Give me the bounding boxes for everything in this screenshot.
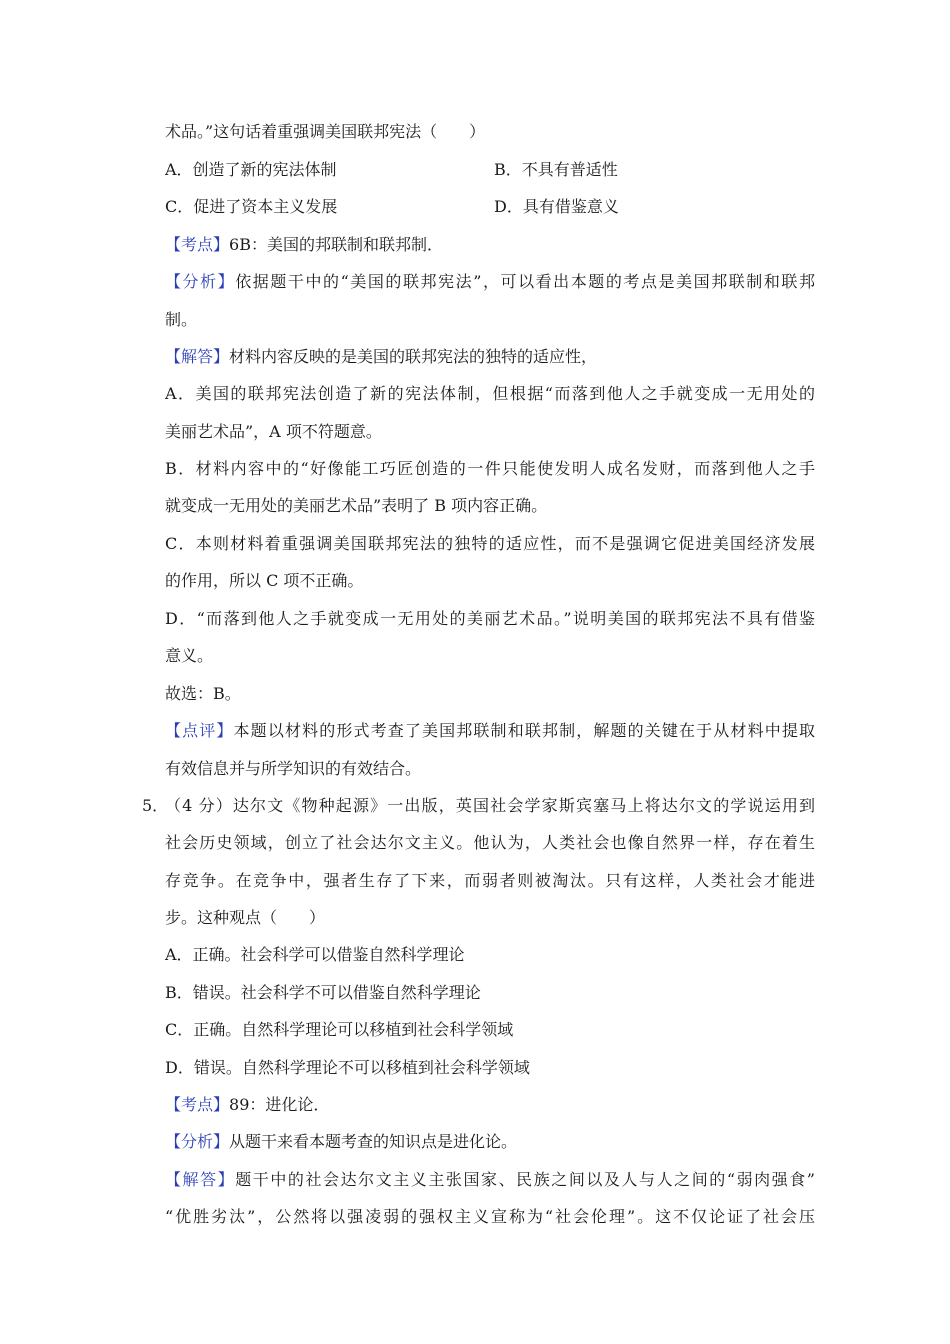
q4-jieda-d-line-2: 意义。 — [165, 646, 214, 665]
q4-jieda-c-line-1: C．本则材料着重强调美国联邦宪法的独特的适应性，而不是强调它促进美国经济发展 — [165, 534, 815, 553]
q4-option-a: A．创造了新的宪法体制 — [165, 160, 337, 179]
q4-jieda-b-line-1: B．材料内容中的“好像能工巧匠创造的一件只能使发明人成名发财，而落到他人之手 — [165, 459, 815, 478]
q4-jieda-a-line-1: A．美国的联邦宪法创造了新的宪法体制，但根据“而落到他人之手就变成一无用处的 — [165, 384, 815, 403]
q5-option-b: B．错误。社会科学不可以借鉴自然科学理论 — [165, 983, 481, 1002]
kaodian-tag: 【考点】 — [165, 1095, 230, 1114]
q4-fenxi-line-2: 制。 — [165, 310, 198, 329]
q4-jieda-c-line-2: 的作用，所以 C 项不正确。 — [165, 571, 364, 590]
q4-dianping-line-1 — [165, 721, 815, 741]
q4-stem-tail: 术品。”这句话着重强调美国联邦宪法（ ） — [165, 122, 486, 141]
q5-kaodian — [165, 1095, 815, 1115]
q5-stem-line-3: 存竞争。在竞争中，强者生存了下来，而弱者则被淘汰。只有这样，人类社会才能进 — [165, 871, 815, 890]
q5-option-d: D．错误。自然科学理论不可以移植到社会科学领域 — [165, 1058, 530, 1077]
jieda-tag: 【解答】 — [165, 1170, 236, 1189]
fenxi-text: 依据题干中的“美国的联邦宪法”，可以看出本题的考点是美国邦联制和联邦 — [235, 272, 815, 291]
q5-number: 5． — [142, 796, 169, 815]
q5-stem-line-2: 社会历史领域，创立了社会达尔文主义。他认为，人类社会也像自然界一样，存在着生 — [165, 833, 815, 852]
kaodian-tag: 【考点】 — [165, 235, 230, 254]
q4-dianping-line-2: 有效信息并与所学知识的有效结合。 — [165, 759, 422, 778]
q4-jieda-b-line-2: 就变成一无用处的美丽艺术品”表明了 B 项内容正确。 — [165, 496, 548, 515]
dianping-text: 本题以材料的形式考查了美国邦联制和联邦制，解题的关键在于从材料中提取 — [233, 721, 815, 740]
jieda-tag: 【解答】 — [165, 347, 230, 366]
q5-stem-text: （4 分）达尔文《物种起源》一出版，英国社会学家斯宾塞马上将达尔文的学说运用到 — [165, 796, 815, 815]
q4-options-row-1 — [165, 160, 815, 180]
q4-option-c: C．促进了资本主义发展 — [165, 197, 338, 216]
fenxi-text: 从题干来看本题考查的知识点是进化论。 — [229, 1132, 518, 1151]
q4-option-b: B．不具有普适性 — [494, 160, 618, 179]
q4-option-d: D．具有借鉴意义 — [494, 197, 619, 216]
q4-fenxi-line-1 — [165, 272, 815, 292]
q4-answer: 故选：B。 — [165, 684, 241, 703]
kaodian-text: 6B：美国的邦联制和联邦制． — [229, 235, 443, 254]
q5-stem-line-1 — [142, 796, 815, 816]
q4-options-row-2 — [165, 197, 815, 217]
q4-jieda-a-line-2: 美丽艺术品”，A 项不符题意。 — [165, 422, 382, 441]
q5-jieda-line-1 — [165, 1170, 815, 1190]
q5-option-a: A．正确。社会科学可以借鉴自然科学理论 — [165, 945, 465, 964]
jieda-text: 材料内容反映的是美国的联邦宪法的独特的适应性， — [229, 347, 598, 366]
q5-jieda-line-2: “优胜劣汰”，公然将以强凌弱的强权主义宣称为“社会伦理”。这不仅论证了社会压 — [165, 1207, 815, 1226]
kaodian-text: 89：进化论． — [229, 1095, 330, 1114]
fenxi-tag: 【分析】 — [165, 1132, 230, 1151]
fenxi-tag: 【分析】 — [165, 272, 236, 291]
q5-fenxi — [165, 1132, 815, 1152]
q5-option-c: C．正确。自然科学理论可以移植到社会科学领域 — [165, 1020, 514, 1039]
q4-kaodian — [165, 235, 815, 255]
jieda-text: 题干中的社会达尔文主义主张国家、民族之间以及人与人之间的“弱肉强食” — [235, 1170, 815, 1189]
dianping-tag: 【点评】 — [165, 721, 234, 740]
q5-stem-line-4: 步。这种观点（ ） — [165, 908, 326, 927]
q4-jieda-line-1 — [165, 347, 815, 367]
q4-jieda-d-line-1: D．“而落到他人之手就变成一无用处的美丽艺术品。”说明美国的联邦宪法不具有借鉴 — [165, 609, 815, 628]
